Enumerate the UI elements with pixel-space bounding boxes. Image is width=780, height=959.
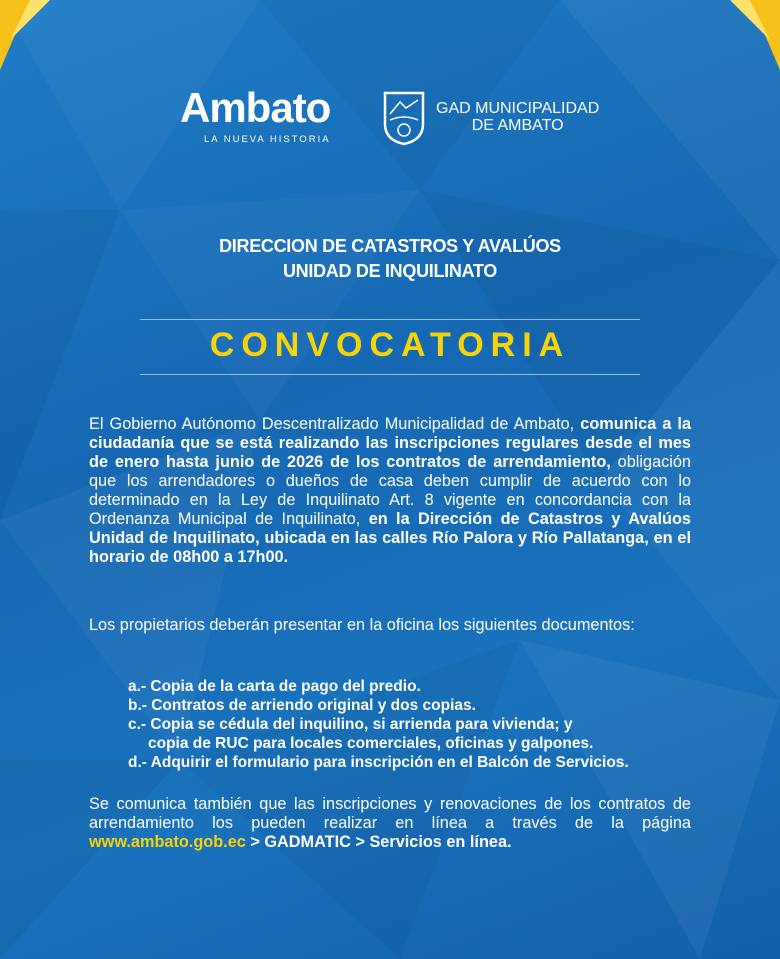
website-link[interactable]: www.ambato.gob.ec [89,833,246,851]
gad-name [436,100,599,134]
list-item: d.- Adquirir el formulario para inscripción en el Balcón de Servicios. [128,754,629,771]
announcement-paragraph [89,415,691,567]
divider-top [140,319,640,320]
gad-line-2: DE AMBATO [471,117,564,134]
online-paragraph [89,795,691,852]
list-item: copia de RUC para locales comerciales, oficinas y galpones. [148,735,594,752]
page-title: CONVOCATORIA [209,326,571,364]
text-segment-bold: comunica a la ciudadanía que se está realizando las inscripciones regulares desde el mes de enero hasta junio de 2026 de los contratos de arrendamiento, [89,415,691,471]
ambato-logo: Ambato [180,84,331,131]
divider-bottom [140,374,640,375]
corner-decoration-left [0,0,50,70]
text-segment: obligación que los arrendadores o dueños de casa deben cumplir de acuerdo con lo determinado en la Ley de Inquilinato Art. 8 vigente en concordancia con la Ordenanza Municipal de Inquilinato, [89,453,691,528]
heading-line-1: DIRECCION DE CATASTROS Y AVALÚOS [219,236,561,256]
list-item: a.- Copia de la carta de pago del predio. [128,678,421,695]
heading-line-2: UNIDAD DE INQUILINATO [282,261,498,281]
logos-header [180,86,610,156]
list-item: b.- Contratos de arriendo original y dos copias. [128,697,476,714]
gad-line-1: GAD MUNICIPALIDAD [436,100,600,117]
documents-intro: Los propietarios deberán presentar en la oficina los siguientes documentos: [89,616,635,634]
department-heading [0,234,780,284]
municipal-crest-icon [382,90,426,146]
text-segment-bold: > GADMATIC > Servicios en línea. [245,833,512,851]
corner-decoration-right [730,0,780,70]
text-segment: Se comunica también que las inscripciones y renovaciones de los contratos de arrendamiento los pueden realizar en línea a través de la página [89,795,691,832]
text-segment: El Gobierno Autónomo Descentralizado Municipalidad de Ambato, [89,415,581,433]
list-item: c.- Copia se cédula del inquilino, si arrienda para vivienda; y [128,716,573,733]
text-segment-bold: en la Dirección de Catastros y Avalúos Unidad de Inquilinato, ubicada en las calles Río Palora y Río Pallatanga, en el horario de 08h00 a 17h00. [89,510,691,566]
requirements-list [128,677,629,772]
logo-tagline: LA NUEVA HISTORIA [204,134,331,145]
